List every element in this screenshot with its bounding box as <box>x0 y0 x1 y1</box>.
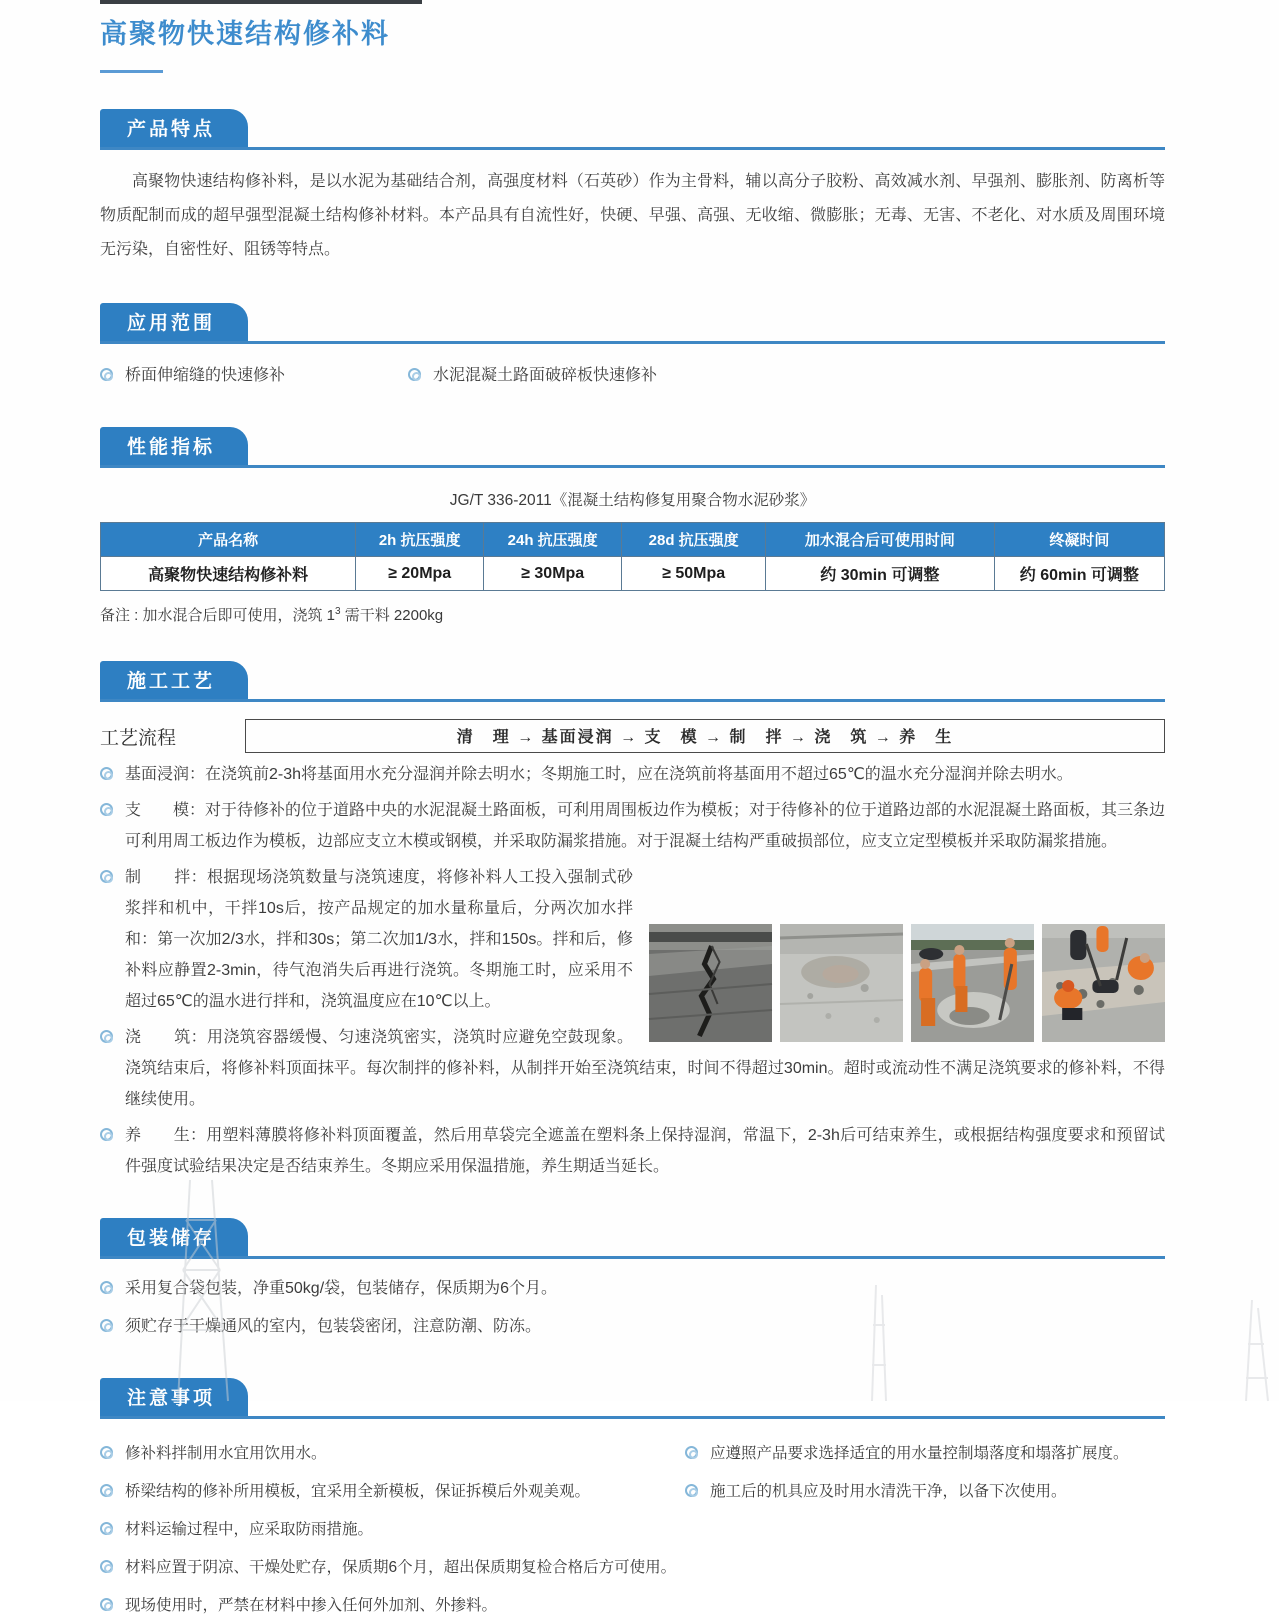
section-head-applications <box>100 303 1165 344</box>
table-cell: 高聚物快速结构修补料 <box>101 557 356 591</box>
step-text: 浇 筑：用浇筑容器缓慢、匀速浇筑密实，浇筑时应避免空鼓现象。浇筑结束后，将修补料顶面抹平。每次制拌的修补料，从制拌开始至浇筑结束，时间不得超过30min。超时或流动性不满足浇筑要求的修补料，不得继续使用。 <box>125 1029 1165 1108</box>
bullseye-icon <box>100 1446 113 1459</box>
list-item <box>100 1590 685 1621</box>
process-flow-row <box>100 719 1165 753</box>
note-item-label: 材料应置于阴凉、干燥处贮存，保质期6个月，超出保质期复检合格后方可使用。 <box>125 1559 677 1576</box>
table-cell: ≥ 30Mpa <box>484 557 622 591</box>
bullseye-icon <box>100 1560 113 1573</box>
section-head-performance <box>100 427 1165 468</box>
step-text: 养 生：用塑料薄膜将修补料顶面覆盖，然后用草袋完全遮盖在塑料条上保持湿润，常温下，2-3h后可结束养生，或根据结构强度要求和预留试件强度试验结果决定是否结束养生。冬期应采用保温措施，养生期适当延长。 <box>125 1127 1165 1175</box>
list-item <box>685 1438 1165 1469</box>
list-item <box>100 1476 685 1507</box>
table-note: 备注 : 加水混合后即可使用，浇筑 $1^3$ 需干料 2200kg <box>100 606 444 624</box>
column-header: 终凝时间 <box>994 523 1164 557</box>
watermark-spire-sketch <box>1238 1300 1279 1401</box>
bullseye-icon <box>100 1128 113 1141</box>
bullseye-icon <box>100 767 113 780</box>
process-heading: 施工工艺 <box>100 661 248 699</box>
section-head-process <box>100 661 1165 702</box>
column-header: 24h 抗压强度 <box>484 523 622 557</box>
step-formwork <box>100 795 1165 857</box>
step-base-wetting <box>100 759 1165 790</box>
note-item-label: 修补料拌制用水宜用饮用水。 <box>125 1445 327 1462</box>
packaging-list <box>100 1273 1165 1342</box>
bullseye-icon <box>685 1446 698 1459</box>
table-cell: ≥ 20Mpa <box>356 557 484 591</box>
packaging-item-label: 采用复合袋包装，净重50kg/袋，包装储存，保质期为6个月。 <box>125 1280 558 1297</box>
application-item-label: 水泥混凝土路面破碎板快速修补 <box>433 367 658 384</box>
process-steps <box>100 759 1165 1182</box>
table-header-row <box>101 523 1165 557</box>
flow-label: 工艺流程 <box>100 728 177 749</box>
features-heading: 产品特点 <box>100 109 248 147</box>
bullseye-icon <box>100 368 113 381</box>
notes-columns <box>100 1431 1165 1621</box>
bullseye-icon <box>100 803 113 816</box>
bullseye-icon <box>685 1484 698 1497</box>
table-cell: 约 30min 可调整 <box>765 557 994 591</box>
step-text: 基面浸润：在浇筑前2-3h将基面用水充分湿润并除去明水；冬期施工时，应在浇筑前将基面用不超过65℃的温水充分湿润并除去明水。 <box>125 766 1073 783</box>
list-item <box>100 1273 1165 1304</box>
performance-heading: 性能指标 <box>100 427 248 465</box>
step-text: 制 拌：根据现场浇筑数量与浇筑速度，将修补料人工投入强制式砂浆拌和机中，干拌10s后，按产品规定的加水量称量后，分两次加水拌和：第一次加2/3水，拌和30s；第二次加1/3水，拌和150s。拌和后，修补料应静置2-3min，待气泡消失后再进行浇筑。冬期施工时，应采用不超过65℃的温水进行拌和，浇筑温度应在10℃以上。 <box>125 869 633 1010</box>
applications-heading: 应用范围 <box>100 303 248 341</box>
features-paragraph: 高聚物快速结构修补料，是以水泥为基础结合剂，高强度材料（石英砂）作为主骨料，辅以高分子胶粉、高效减水剂、早强剂、膨胀剂、防离析等物质配制而成的超早强型混凝土结构修补材料。本产品具有自流性好，快硬、早强、高强、无收缩、微膨胀；无毒、无害、不老化、对水质及周围环境无污染，自密性好、阻锈等特点。 <box>100 173 1165 258</box>
section-head-notes <box>100 1378 1165 1419</box>
note-item-label: 施工后的机具应及时用水清洗干净，以备下次使用。 <box>710 1483 1067 1500</box>
application-item-label: 桥面伸缩缝的快速修补 <box>125 367 286 384</box>
bullseye-icon <box>100 870 113 883</box>
note-item-label: 现场使用时，严禁在材料中掺入任何外加剂、外掺料。 <box>125 1597 498 1614</box>
section-head-packaging <box>100 1218 1165 1259</box>
table-cell: ≥ 50Mpa <box>622 557 766 591</box>
step-pouring <box>100 1022 1165 1115</box>
bullseye-icon <box>100 1522 113 1535</box>
notes-heading: 注意事项 <box>100 1378 248 1416</box>
list-item <box>100 1552 685 1583</box>
column-header: 产品名称 <box>101 523 356 557</box>
packaging-item-label: 须贮存于干燥通风的室内，包装袋密闭，注意防潮、防冻。 <box>125 1318 542 1335</box>
performance-table <box>100 522 1165 591</box>
list-item <box>100 1438 685 1469</box>
bullseye-icon <box>100 1484 113 1497</box>
table-row <box>101 557 1165 591</box>
step-mixing <box>100 862 1165 1017</box>
step-curing <box>100 1120 1165 1182</box>
notes-right-column <box>685 1431 1165 1621</box>
bullseye-icon <box>100 1030 113 1043</box>
bullseye-icon <box>408 368 421 381</box>
list-item <box>100 1311 1165 1342</box>
bullseye-icon <box>100 1281 113 1294</box>
flow-sequence: 清 理 → 基面浸润 → 支 模 → 制 拌 → 浇 筑 → 养 生 <box>245 719 1165 753</box>
bullseye-icon <box>100 1598 113 1611</box>
title-underline <box>100 70 163 73</box>
bullseye-icon <box>100 1319 113 1332</box>
note-item-label: 材料运输过程中，应采取防雨措施。 <box>125 1521 374 1538</box>
applications-list <box>100 360 1165 391</box>
note-item-label: 应遵照产品要求选择适宜的用水量控制塌落度和塌落扩展度。 <box>710 1445 1129 1462</box>
list-item <box>100 1514 685 1545</box>
column-header: 28d 抗压强度 <box>622 523 766 557</box>
list-item <box>408 360 657 391</box>
column-header: 加水混合后可使用时间 <box>765 523 994 557</box>
notes-left-column <box>100 1431 685 1621</box>
standard-reference: JG/T 336-2011《混凝土结构修复用聚合物水泥砂浆》 <box>449 492 816 509</box>
note-item-label: 桥梁结构的修补所用模板，宜采用全新模板，保证拆模后外观美观。 <box>125 1483 591 1500</box>
section-head-features <box>100 109 1165 150</box>
packaging-heading: 包装储存 <box>100 1218 248 1256</box>
page-title: 高聚物快速结构修补料 <box>100 19 390 49</box>
step-text: 支 模：对于待修补的位于道路中央的水泥混凝土路面板，可利用周围板边作为模板；对于待修补的位于道路边部的水泥混凝土路面板，其三条边可利用周工板边作为模板，边部应支立木模或钢模，并采取防漏浆措施。对于混凝土结构严重破损部位，应支立定型模板并采取防漏浆措施。 <box>125 802 1166 850</box>
list-item <box>100 360 408 391</box>
list-item <box>685 1476 1165 1507</box>
table-cell: 约 60min 可调整 <box>994 557 1164 591</box>
column-header: 2h 抗压强度 <box>356 523 484 557</box>
